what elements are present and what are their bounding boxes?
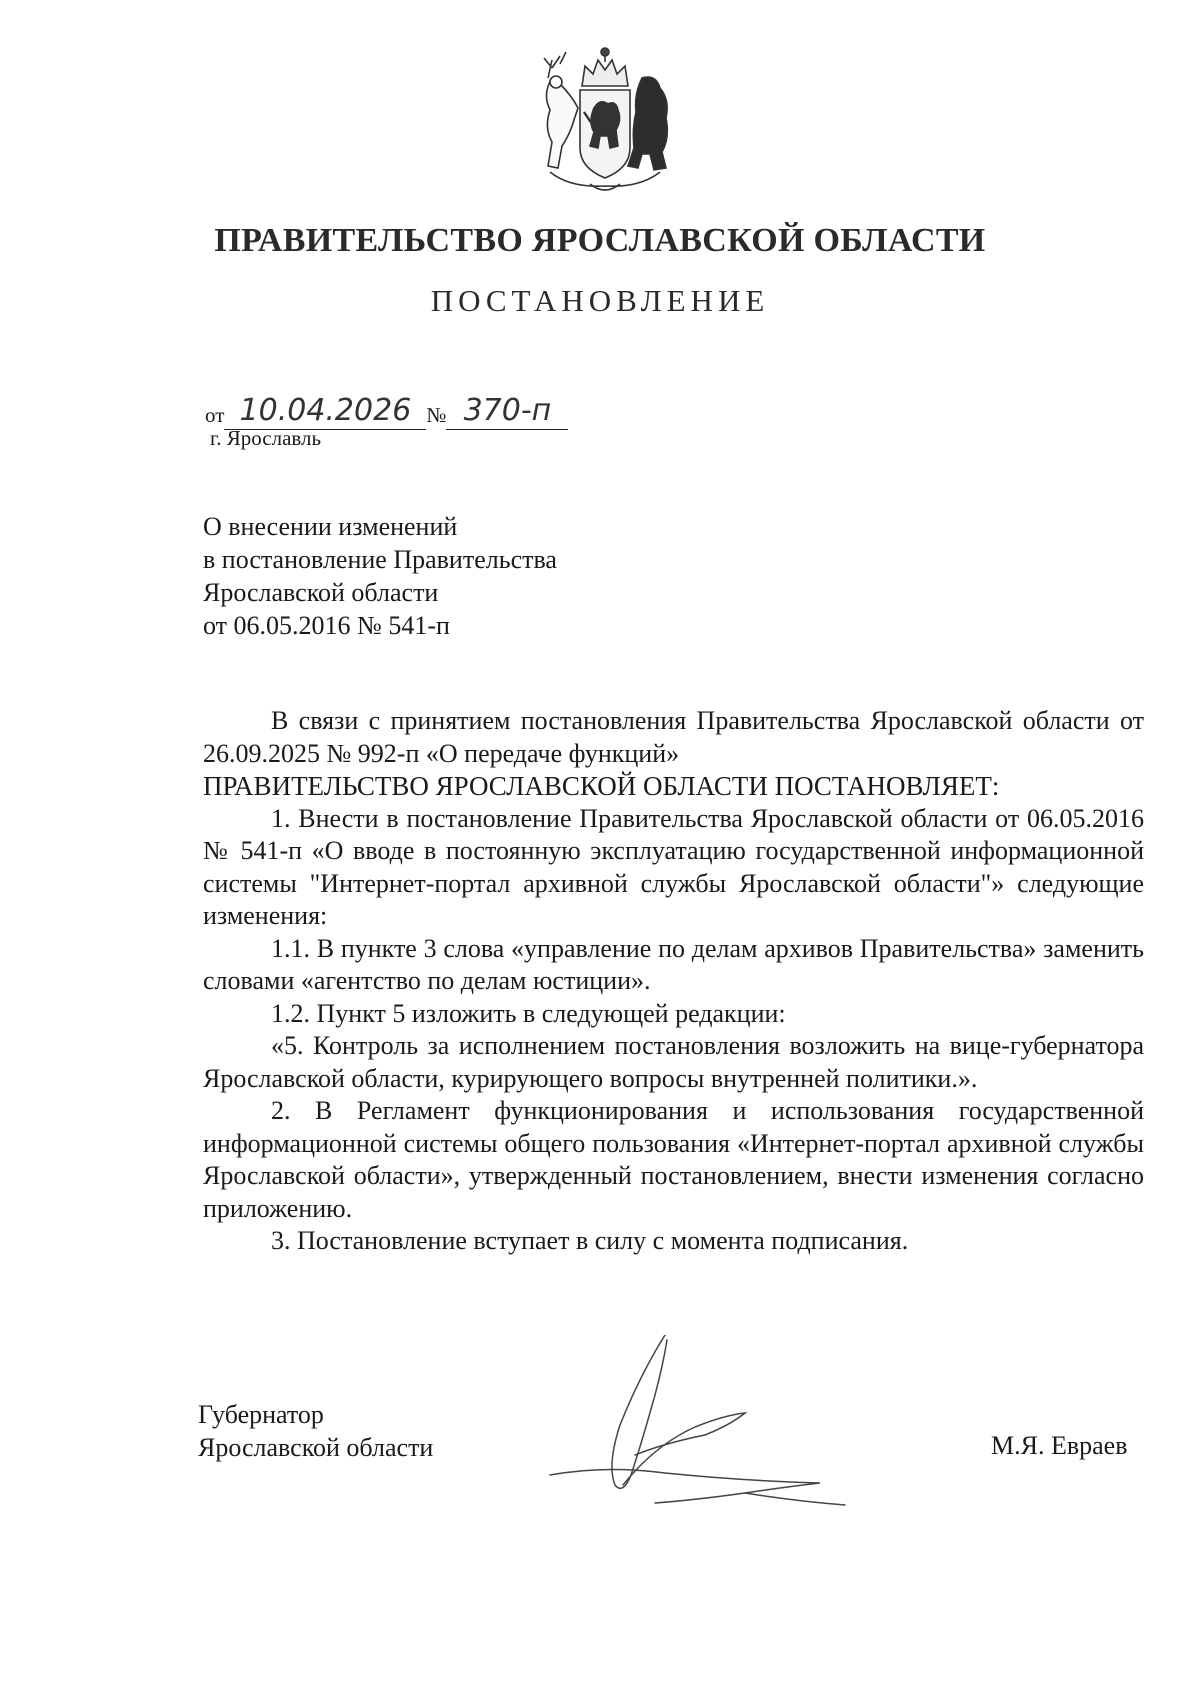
- subject-line: в постановление Правительства: [203, 545, 557, 574]
- document-body: [203, 705, 1144, 1258]
- item-paragraph: «5. Контроль за исполнением постановления возложить на вице-губернатора Ярославской области, курирующего вопросы внутренней политики.».: [203, 1031, 1144, 1093]
- position-line: Губернатор: [198, 1400, 324, 1429]
- subject-line: от 06.05.2016 № 541-п: [203, 611, 450, 640]
- decree-line: ПРАВИТЕЛЬСТВО ЯРОСЛАВСКОЙ ОБЛАСТИ ПОСТАНОВЛЯЕТ:: [203, 771, 1000, 801]
- organization-title: ПРАВИТЕЛЬСТВО ЯРОСЛАВСКОЙ ОБЛАСТИ: [214, 222, 986, 259]
- item-paragraph: 1. Внести в постановление Правительства Ярославской области от 06.05.2016 № 541-п «О вводе в постоянную эксплуатацию государственной информационной системы "Интернет-портал архивной службы Ярославской области"» следующие изменения:: [203, 803, 1144, 930]
- preamble-paragraph: В связи с принятием постановления Правительства Ярославской области от 26.09.2025 № 992-п «О передаче функций»: [203, 706, 1144, 768]
- number-prefix: №: [426, 403, 447, 427]
- handwritten-signature-icon: [545, 1335, 905, 1510]
- item-paragraph: 2. В Регламент функционирования и использования государственной информационной системы общего пользования «Интернет-портал архивной службы Ярославской области», утвержденный постановлением, внести изменения согласно приложению.: [203, 1096, 1144, 1223]
- coat-of-arms-icon: [530, 38, 680, 198]
- handwritten-number: 370-п: [446, 393, 568, 430]
- item-paragraph: 1.1. В пункте 3 слова «управление по делам архивов Правительства» заменить словами «агентство по делам юстиции».: [203, 933, 1144, 995]
- subject-line: Ярославской области: [203, 578, 439, 607]
- item-paragraph: 3. Постановление вступает в силу с момента подписания.: [271, 1226, 909, 1255]
- document-details: [205, 390, 568, 430]
- handwritten-date: 10.04.2026: [224, 393, 426, 430]
- document-subject: [203, 510, 557, 642]
- signatory-position: [198, 1398, 433, 1464]
- subject-line: О внесении изменений: [203, 512, 458, 541]
- document-type: ПОСТАНОВЛЕНИЕ: [430, 283, 770, 318]
- date-prefix: от: [205, 403, 225, 427]
- position-line: Ярославской области: [198, 1433, 434, 1462]
- city: г. Ярославль: [210, 426, 322, 450]
- signatory-name: М.Я. Евраев: [991, 1431, 1128, 1460]
- item-paragraph: 1.2. Пункт 5 изложить в следующей редакции:: [271, 998, 786, 1028]
